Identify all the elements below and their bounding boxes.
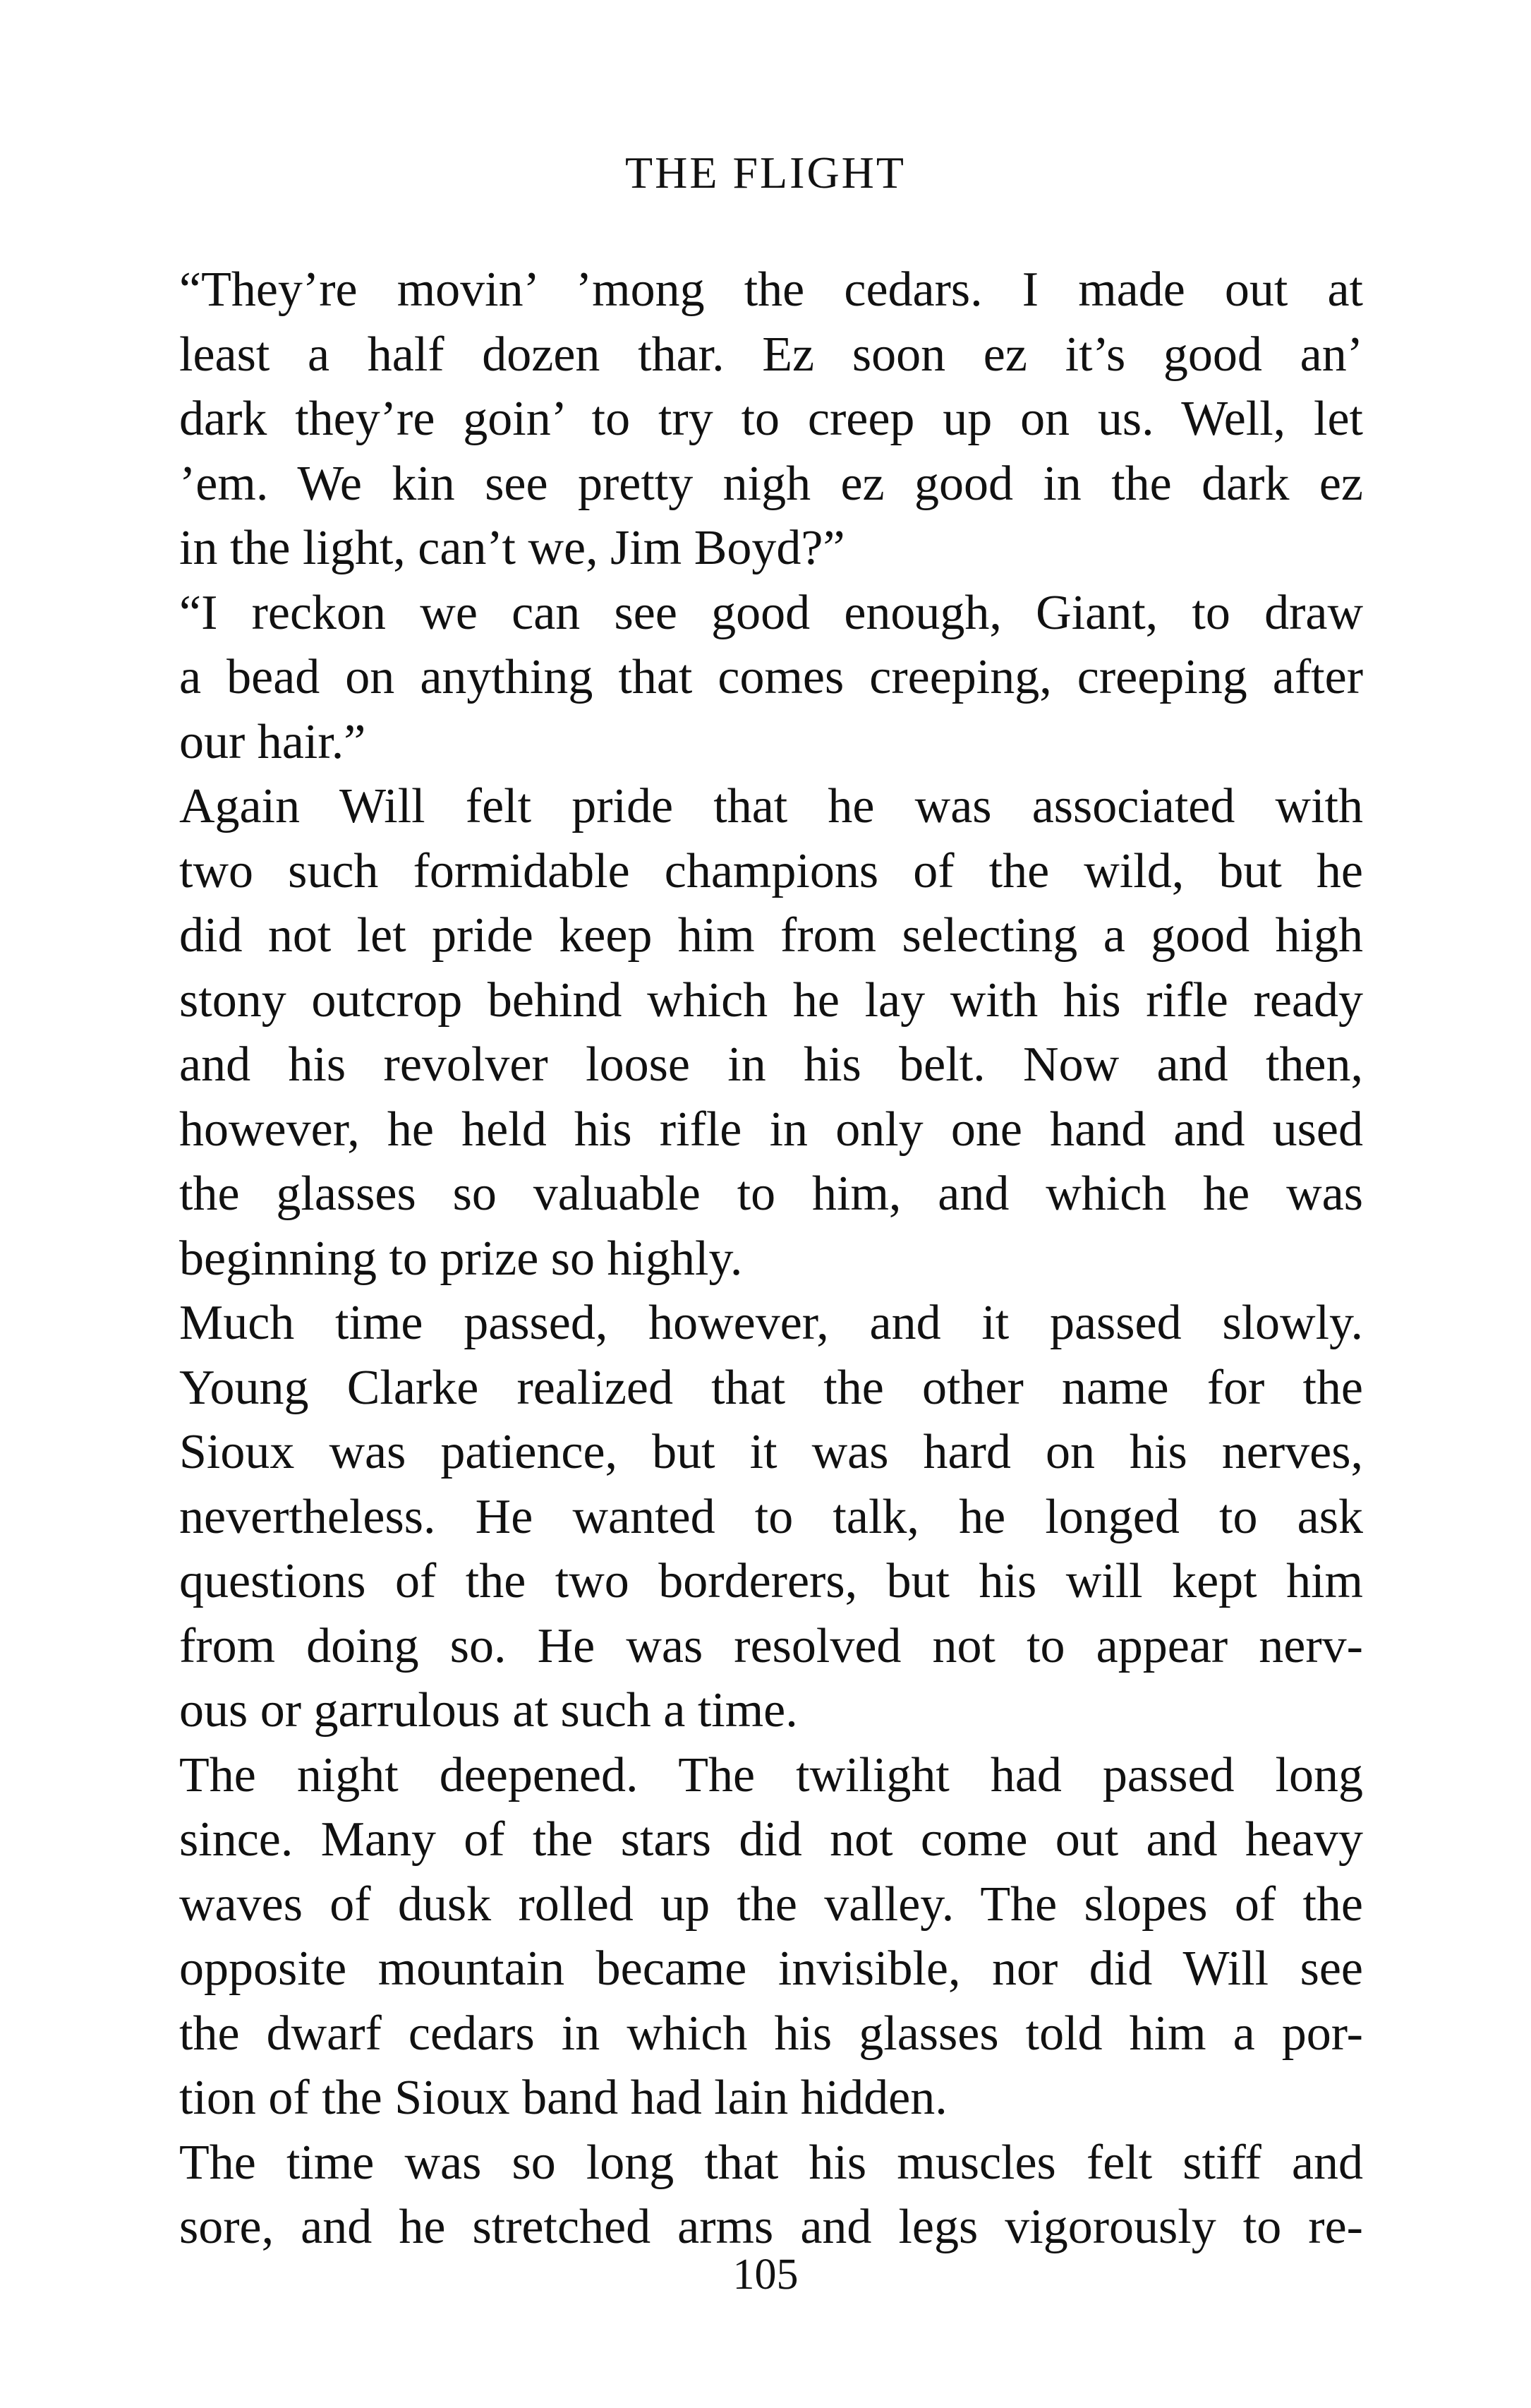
text-line: our hair.” bbox=[179, 714, 366, 769]
text-line: stony outcrop behind which he lay with his rifle ready bbox=[179, 973, 1363, 1028]
text-line: Sioux was patience, but it was hard on his nerves, bbox=[179, 1425, 1363, 1479]
text-line: waves of dusk rolled up the valley. The slopes of the bbox=[179, 1877, 1363, 1932]
text-line: did not let pride keep him from selecting a good high bbox=[179, 908, 1363, 963]
paragraph-1 bbox=[116, 258, 1363, 581]
text-line: in the light, can’t we, Jim Boyd?” bbox=[179, 521, 845, 575]
text-line: ’em. We kin see pretty nigh ez good in the dark ez bbox=[179, 456, 1363, 511]
text-line: “They’re movin’ ’mong the cedars. I made out at bbox=[179, 263, 1363, 317]
text-line: Much time passed, however, and it passed slowly. bbox=[179, 1296, 1363, 1350]
text-line: and his revolver loose in his belt. Now and then, bbox=[179, 1037, 1363, 1092]
text-line: “I reckon we can see good enough, Giant, to draw bbox=[179, 585, 1363, 640]
paragraph-4 bbox=[116, 1291, 1363, 1743]
text-line: dark they’re goin’ to try to creep up on us. Well, let bbox=[179, 392, 1363, 446]
text-line: from doing so. He was resolved not to appear nerv- bbox=[179, 1618, 1363, 1673]
text-line: ous or garrulous at such a time. bbox=[179, 1683, 798, 1738]
text-line: a bead on anything that comes creeping, creeping after bbox=[179, 650, 1363, 704]
page-number: 105 bbox=[732, 2251, 799, 2299]
text-line: sore, and he stretched arms and legs vigorously to re- bbox=[179, 2200, 1363, 2254]
paragraph-2 bbox=[116, 581, 1363, 775]
paragraph-6 bbox=[116, 2131, 1363, 2260]
text-line: questions of the two borderers, but his will kept him bbox=[179, 1554, 1363, 1608]
text-line: beginning to prize so highly. bbox=[179, 1231, 743, 1286]
text-line: Again Will felt pride that he was associated with bbox=[179, 779, 1363, 833]
body-text bbox=[116, 258, 1363, 2260]
text-line: opposite mountain became invisible, nor did Will see bbox=[179, 1942, 1363, 1996]
text-line: Young Clarke realized that the other name for the bbox=[179, 1360, 1363, 1415]
text-line: however, he held his rifle in only one hand and used bbox=[179, 1102, 1363, 1157]
text-line: nevertheless. He wanted to talk, he longed to ask bbox=[179, 1489, 1363, 1544]
text-line: the glasses so valuable to him, and which he was bbox=[179, 1167, 1363, 1221]
text-line: the dwarf cedars in which his glasses told him a por- bbox=[179, 2006, 1363, 2061]
text-line: least a half dozen thar. Ez soon ez it’s good an’ bbox=[179, 327, 1363, 382]
paragraph-3 bbox=[116, 774, 1363, 1291]
text-line: tion of the Sioux band had lain hidden. bbox=[179, 2071, 948, 2125]
text-line: since. Many of the stars did not come out and heavy bbox=[179, 1812, 1363, 1867]
running-head: THE FLIGHT bbox=[625, 148, 906, 198]
text-line: The night deepened. The twilight had passed long bbox=[179, 1747, 1363, 1802]
text-line: The time was so long that his muscles felt stiff and bbox=[179, 2135, 1363, 2190]
text-line: two such formidable champions of the wild, but he bbox=[179, 843, 1363, 898]
paragraph-5 bbox=[116, 1743, 1363, 2131]
